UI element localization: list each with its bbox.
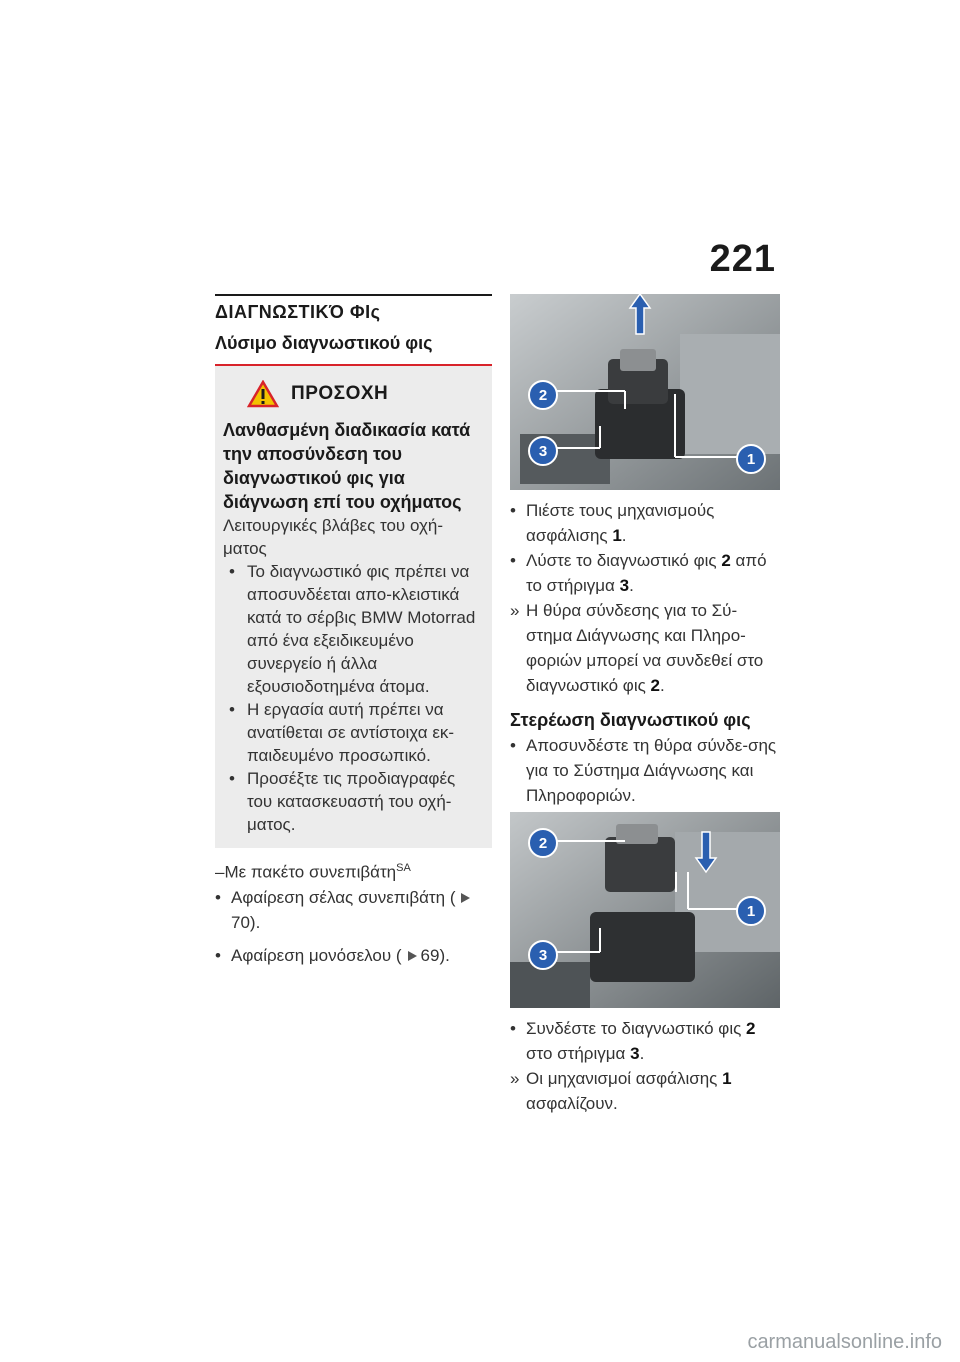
callout-3: 3 <box>528 436 558 466</box>
caution-bullet: • Η εργασία αυτή πρέπει να ανατίθεται σε αντίστοιχα εκ-παιδευμένο προσωπικό. <box>229 700 455 765</box>
result-connect-port: » Η θύρα σύνδεσης για το Σύ-στημα Διάγνωσης και Πληρο-φοριών μπορεί να συνδεθεί στο διαγνωστικό φις 2. <box>510 601 764 695</box>
right-column <box>510 294 780 1116</box>
step-press-locks: • Πιέστε τους μηχανισμούς ασφάλισης 1. <box>510 501 715 545</box>
heading-secure-plug: Στερέωση διαγνωστικού φις <box>510 710 751 730</box>
page-number: 221 <box>709 238 776 280</box>
option-sup: SA <box>396 862 411 874</box>
step-connect-plug: • Συνδέστε το διαγνωστικό φις 2 στο στήριγμα 3. <box>510 1019 756 1063</box>
option-line: –Με πακέτο συνεπιβάτη$^{SA}$ <box>215 862 411 882</box>
caution-heading: Λανθασμένη διαδικασία κατά την αποσύνδεση του διαγνωστικού φις για διάγνωση επί του οχήματος <box>223 420 471 512</box>
callout-3: 3 <box>528 940 558 970</box>
callout-1: 1 <box>736 896 766 926</box>
caution-bullet: • Προσέξτε τις προδιαγραφές του κατασκευαστή του οχή-ματος. <box>229 769 456 834</box>
caution-bullets <box>223 560 484 836</box>
caution-label: ΠΡΟΣΟΧΗ <box>291 383 389 404</box>
caution-header <box>247 380 484 408</box>
section-title: ΔΙΑΓΝΩΣΤΙΚΌ ΦΙς <box>215 294 492 323</box>
step-remove-passenger-seat: • Αφαίρεση σέλας συνεπιβάτη (70). <box>215 885 492 935</box>
caution-box <box>215 366 492 848</box>
caution-bullet: • Το διαγνωστικό φις πρέπει να αποσυνδέεται απο-κλειστικά κατά το σέρβις BMW Motorrad από ένα εξειδικευμένο συνεργείο ή άλλα εξουσιοδοτημένα άτομα. <box>229 562 476 696</box>
subsection-title: Λύσιμο διαγνωστικού φις <box>215 333 492 366</box>
callout-2: 2 <box>528 828 558 858</box>
page-ref-link[interactable]: 70 <box>231 912 250 932</box>
watermark: carmanualsonline.info <box>747 1331 942 1353</box>
step-release-plug: • Λύστε το διαγνωστικό φις 2 από το στήριγμα 3. <box>510 551 767 595</box>
callout-1: 1 <box>736 444 766 474</box>
page-ref-arrow-icon <box>408 951 417 961</box>
caution-text: Λειτουργικές βλάβες του οχή-ματος <box>223 516 443 558</box>
figure-release-plug <box>510 294 780 490</box>
result-locks-engage: » Οι μηχανισμοί ασφάλισης 1 ασφαλίζουν. <box>510 1069 732 1113</box>
callout-2: 2 <box>528 380 558 410</box>
page-ref-arrow-icon <box>461 893 470 903</box>
figure-secure-plug <box>510 812 780 1008</box>
step-remove-seat: • Αφαίρεση μονόσελου ( 69). <box>215 945 450 965</box>
left-column <box>215 294 492 968</box>
step-disconnect-port: • Αποσυνδέστε τη θύρα σύνδε-σης για το Σύστημα Διάγνωσης και Πληροφοριών. <box>510 736 777 805</box>
warning-icon <box>247 380 279 408</box>
page-ref-link[interactable]: 69 <box>420 945 440 965</box>
